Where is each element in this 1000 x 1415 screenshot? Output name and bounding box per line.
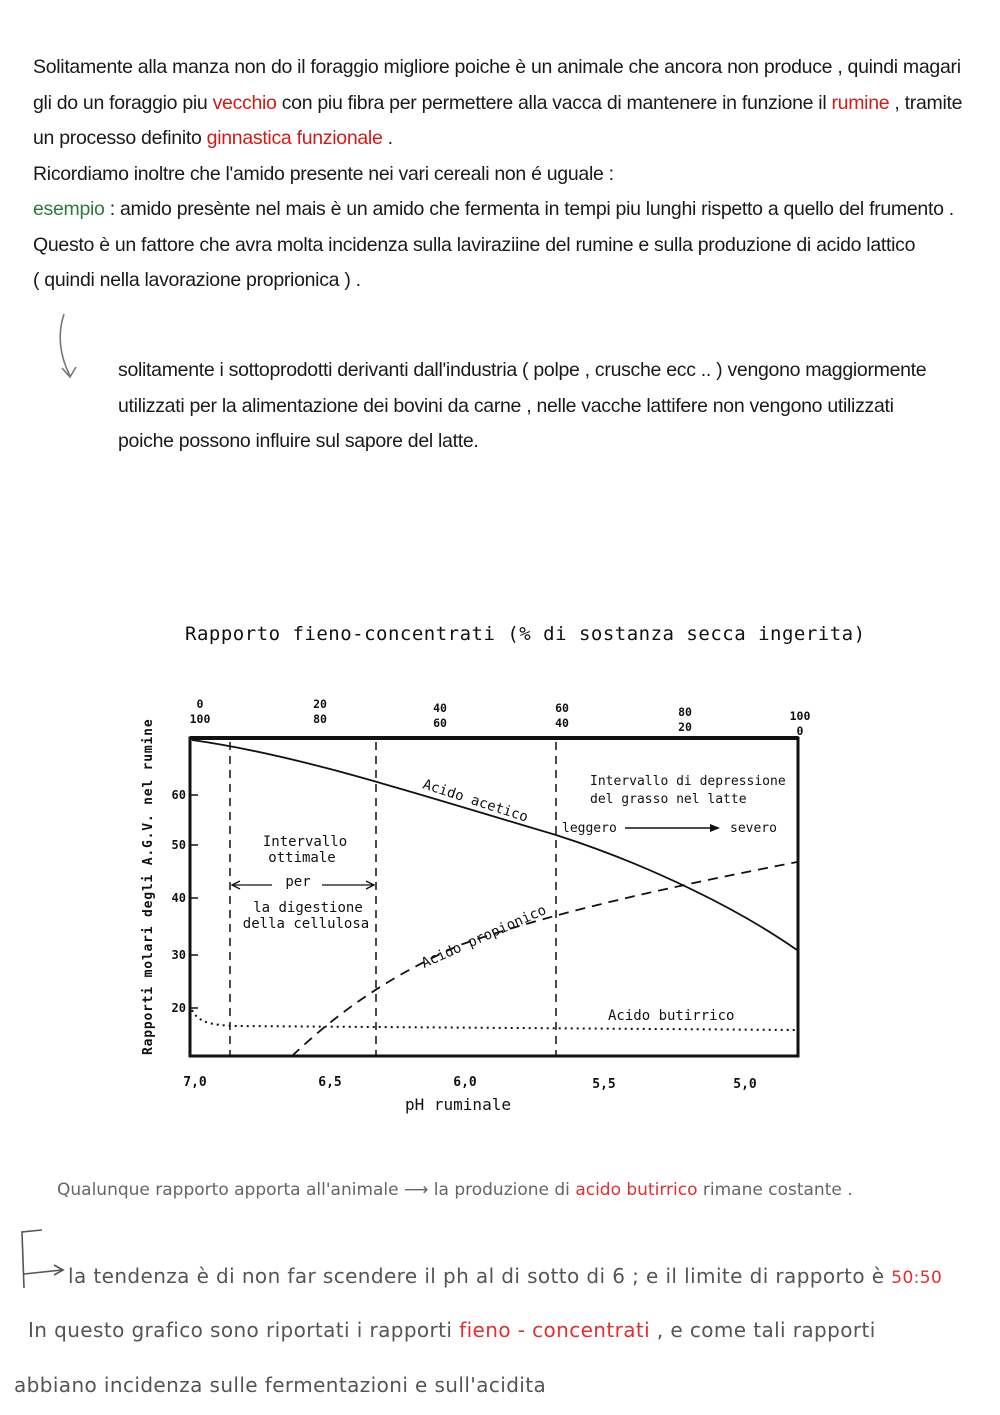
propionic-acid-label: Acido propionico — [419, 902, 549, 972]
intro-line-4: Ricordiamo inoltre che l'amido presente nei vari cereali non é uguale : — [33, 162, 614, 185]
x-tick-5-5: 5,5 — [592, 1077, 616, 1092]
top-tick-lower-3: 40 — [555, 716, 569, 730]
intro-line-6: Questo è un fattore che avra molta incidenza sulla laviraziine del rumine e sulla produzione di acido lattico — [33, 233, 916, 256]
intro-line-5 — [33, 192, 963, 228]
x-tick-6-5: 6,5 — [318, 1075, 342, 1090]
optimal-text-2: ottimale — [268, 850, 336, 866]
note-paragraph — [118, 353, 978, 460]
handwritten-line-2 — [68, 1264, 942, 1288]
intro-line-2-part-c: , tramite — [889, 91, 963, 114]
top-tick-lower-2: 60 — [433, 716, 447, 730]
intro-line-3-part-a: un processo definito — [33, 127, 207, 149]
curved-arrow-icon — [52, 312, 92, 384]
handwritten-line-4 — [14, 1373, 546, 1397]
bracket-arrow-icon — [14, 1226, 70, 1294]
intro-line-7: ( quindi nella lavorazione proprionica ) . — [33, 269, 361, 291]
intro-line-2 — [33, 86, 963, 122]
optimal-text-1: Intervallo — [262, 834, 348, 850]
highlight-ginnastica: ginnastica funzionale — [206, 127, 383, 149]
acetic-acid-label: Acido acetico — [420, 776, 530, 826]
note-line-3: poiche possono influire sul sapore del latte. — [118, 430, 479, 452]
highlight-vecchio: vecchio — [212, 91, 277, 114]
top-tick-upper-4: 80 — [678, 705, 692, 719]
severe-label: severo — [730, 821, 777, 836]
hand-highlight-butirrico: acido butirrico — [575, 1180, 698, 1200]
highlight-rumine: rumine — [831, 91, 890, 114]
hand-highlight-ratio: 50:50 — [891, 1268, 943, 1288]
note-line-2: utilizzati per la alimentazione dei bovini da carne , nelle vacche lattifere non vengono utilizzati — [118, 394, 894, 417]
top-tick-lower-0: 100 — [189, 712, 211, 726]
top-tick-upper-3: 60 — [555, 701, 569, 715]
y-tick-50: 50 — [171, 838, 186, 852]
top-tick-lower-5: 0 — [796, 724, 804, 738]
butyric-acid-label: Acido butirrico — [608, 1008, 735, 1024]
chart-title: Rapporto fieno-concentrati (% di sostanza secca ingerita) — [185, 623, 866, 645]
y-tick-20: 20 — [171, 1001, 186, 1015]
x-tick-5-0: 5,0 — [733, 1077, 757, 1092]
hand-highlight-fieno: fieno - concentrati — [459, 1318, 651, 1342]
y-axis-ticks — [172, 788, 198, 1015]
intro-line-3 — [33, 121, 963, 157]
top-tick-upper-0: 0 — [196, 697, 204, 711]
optimal-text-4: la digestione — [253, 900, 363, 916]
optimal-text-5: della cellulosa — [242, 916, 370, 932]
x-tick-7-0: 7,0 — [183, 1075, 207, 1090]
intro-line-3-part-b: . — [382, 127, 393, 149]
top-tick-lower-1: 80 — [313, 712, 327, 726]
top-tick-upper-1: 20 — [313, 697, 327, 711]
intro-line-2-part-a: gli do un foraggio piu — [33, 91, 213, 114]
hand-line-2-part-a: la tendenza è di non far scendere il ph al di sotto di 6 ; e il limite di rapporto è — [68, 1264, 892, 1288]
x-axis-ticks — [183, 1075, 757, 1092]
handwritten-line-3 — [28, 1318, 876, 1342]
depression-text-1: Intervallo di depressione — [590, 774, 786, 789]
optimal-text-3: per — [285, 874, 311, 890]
y-axis-label: Rapporti molari degli A.G.V. nel rumine — [141, 718, 156, 1055]
top-tick-upper-2: 40 — [433, 701, 447, 715]
hand-line-1-part-b: rimane costante . — [697, 1180, 853, 1200]
hand-line-3-part-b: , e come tali rapporti — [650, 1318, 876, 1342]
highlight-esempio: esempio — [33, 198, 105, 220]
hand-line-1-part-a: Qualunque rapporto apporta all'animale ⟶ la produzione di — [57, 1180, 576, 1200]
hand-line-4: abbiano incidenza sulle fermentazioni e sull'acidita — [14, 1373, 547, 1397]
y-tick-40: 40 — [171, 891, 186, 905]
handwritten-line-1 — [57, 1180, 853, 1200]
y-tick-30: 30 — [171, 948, 186, 962]
depression-interval-annotation — [562, 774, 786, 836]
intro-line-5-part-b: : amido presènte nel mais è un amido che fermenta in tempi piu lunghi rispetto a quello del frumento . — [104, 198, 954, 220]
intro-line-2-part-b: con piu fibra per permettere alla vacca di mantenere in funzione il — [276, 91, 832, 114]
top-tick-lower-4: 20 — [678, 720, 692, 734]
note-line-1: solitamente i sottoprodotti derivanti dall'industria ( polpe , crusche ecc .. ) vengono maggiormente — [118, 359, 927, 381]
y-tick-60: 60 — [171, 788, 186, 802]
mild-label: leggero — [562, 821, 617, 836]
ph-chart — [0, 600, 1000, 1130]
optimal-interval-annotation — [232, 834, 374, 932]
top-tick-upper-5: 100 — [789, 709, 811, 723]
x-axis-label: pH ruminale — [405, 1095, 511, 1114]
depression-text-2: del grasso nel latte — [590, 792, 747, 807]
x-tick-6-0: 6,0 — [453, 1075, 477, 1090]
intro-line-1: Solitamente alla manza non do il foraggio migliore poiche è un animale che ancora non produce , quindi magari — [33, 56, 961, 78]
intro-paragraph — [33, 50, 963, 299]
hand-line-3-part-a: In questo grafico sono riportati i rapporti — [28, 1318, 460, 1342]
top-axis-ticks — [190, 697, 811, 738]
